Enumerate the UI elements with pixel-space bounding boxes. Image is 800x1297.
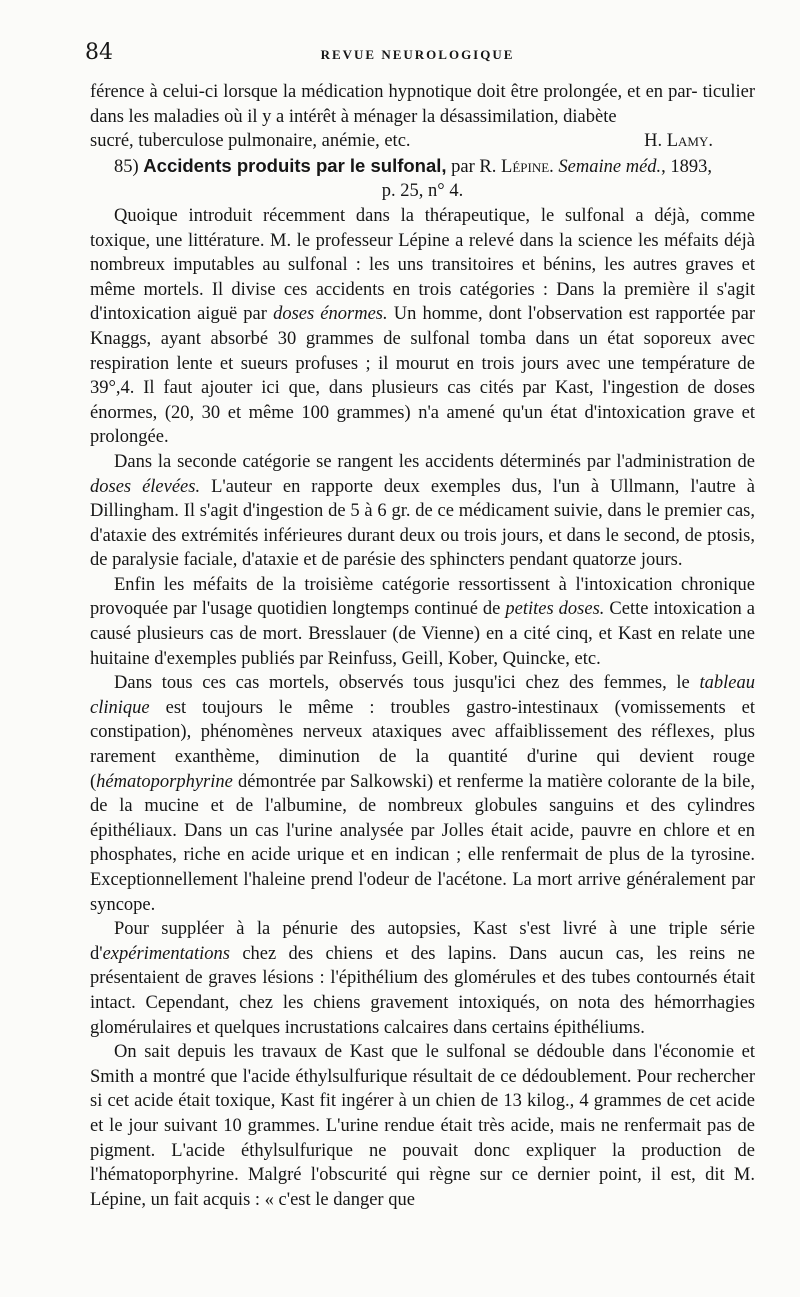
reviewer-signature: H. Lamy.	[644, 131, 713, 152]
paragraph-5-italic: expérimentations	[102, 943, 231, 964]
paragraph-5	[90, 917, 755, 1040]
paragraph-3-italic: petites doses.	[505, 599, 605, 620]
article-entry	[90, 154, 755, 180]
paragraph-2-text-b: L'auteur en rapporte deux exemples dus, l'un à Ullmann, l'autre à Dillingham. Il s'agit d'ingestion de 5 à 6 gr. de ce médicament suivie, dans le premier cas, d'ataxie des extrémités inférieures durant deux ou trois jours, et dans le second, de ptosis, de paralysie faciale, d'ataxie et de parésie des sphincters pendant quatorze jours.	[90, 476, 755, 571]
page-body	[90, 80, 755, 1212]
previous-line-2: ticulier dans les maladies où il y a intérêt à ménager la désassimilation, diabète	[90, 82, 755, 127]
article-by: par R.	[451, 156, 497, 177]
journal-title: REVUE NEUROLOGIQUE	[320, 47, 515, 62]
paragraph-1	[90, 204, 755, 450]
paragraph-5-text-b: chez des chiens et des lapins. Dans aucun cas, les reins ne présentaient de graves lésions : l'épithélium des glomérules et des tubes contournés était intact. Cependant, chez les chiens gravement intoxiqués, on nota des hémorrhagies glomérulaires et quelques incrustations calcaires dans certains épithéliums.	[90, 943, 755, 1038]
paragraph-4-text-c: démontrée par Salkowski) et renferme la matière colorante de la bile, de la mucine et de l'albumine, de nombreux globules sanguins et des cylindres épithéliaux. Dans un cas l'urine analysée par Jolles était acide, pauvre en chlore et en phosphates, riche en acide urique et en indican ; elle renfermait de plus de la tyrosine. Exceptionnellement l'haleine prend l'odeur de l'acétone. La mort arrive généralement par syncope.	[90, 771, 756, 915]
paragraph-2-text-a: Dans la seconde catégorie se rangent les accidents déterminés par l'administration de	[114, 451, 755, 472]
paragraph-3-text-b: Cette intoxication a causé plusieurs cas de mort. Bresslauer (de Vienne) en a cité cinq, et Kast en relate une huitaine d'exemples publiés par Reinfuss, Geill, Kober, Quincke, etc.	[90, 599, 756, 669]
paragraph-3-text-a: Enfin les méfaits de la troisième catégorie ressortissent à l'intoxication chronique provoquée par l'usage quotidien longtemps continué de	[90, 574, 755, 620]
page-header	[85, 40, 750, 70]
paragraph-4-text-a: Dans tous ces cas mortels, observés tous jusqu'ici chez des femmes, le	[114, 673, 690, 694]
page-number: 84	[85, 40, 113, 65]
article-number: 85)	[114, 156, 139, 177]
paragraph-4-text-b: est toujours le même : troubles gastro-intestinaux (vomissements et constipation), phénomènes nerveux ataxiques avec affaiblissement des réflexes, plus rarement exanthème, diminution de la quantité d'urine qui devient rouge (	[90, 697, 756, 792]
paragraph-2	[90, 450, 755, 573]
paragraph-5-text-a: Pour suppléer à la pénurie des autopsies, Kast s'est livré à une triple série d'	[90, 919, 755, 964]
article-year: , 1893,	[661, 156, 713, 177]
paragraph-1-text-b: Un homme, dont l'observation est rapportée par Knaggs, ayant absorbé 30 grammes de sulfonal tomba dans un état soporeux avec respiration lente et sueurs profuses ; il mourut en trois jours avec une température de 39°,4. Il faut ajouter ici que, dans plusieurs cas cités par Kast, l'ingestion de doses énormes, (20, 30 et même 100 grammes) n'a amené qu'un état d'intoxication grave et prolongée.	[90, 304, 756, 448]
paragraph-2-italic: doses élevées.	[90, 476, 201, 497]
previous-review-ending	[90, 80, 755, 129]
paragraph-6: On sait depuis les travaux de Kast que le sulfonal se dédouble dans l'économie et Smith a montré que l'acide éthylsulfurique résultait de ce dédoublement. Pour rechercher si cet acide était toxique, Kast fit ingérer à un chien de 13 kilog., 4 grammes de cet acide et le jour suivant 10 grammes. L'urine rendue était très acide, mais ne renfermait pas de pigment. L'acide éthylsulfurique ne pouvait donc expliquer la production de l'hématoporphyrine. Malgré l'obscurité qui règne sur ce dernier point, il est, dit M. Lépine, un fait acquis : « c'est le danger que	[90, 1042, 755, 1210]
paragraph-4-italic-1: tableau clinique	[90, 673, 755, 718]
article-title: Accidents produits par le sulfonal,	[143, 154, 447, 176]
previous-last-line	[90, 129, 755, 154]
article-author: Lépine.	[501, 156, 554, 177]
article-pages: p. 25, n° 4.	[381, 181, 464, 202]
previous-line-1: férence à celui-ci lorsque la médication hypnotique doit être prolongée, et en par-	[90, 82, 698, 102]
paragraph-4	[90, 671, 755, 917]
paragraph-1-italic: doses énormes.	[273, 304, 388, 325]
article-journal: Semaine méd.	[558, 156, 662, 177]
paragraph-1-text-a: Quoique introduit récemment dans la thérapeutique, le sulfonal a déjà, comme toxique, une littérature. M. le professeur Lépine a relevé dans la science les méfaits déjà nombreux imputables au sulfonal : les uns transitoires et bénins, les autres graves et même mortels. Il divise ces accidents en trois catégories : Dans la première il s'agit d'intoxication aiguë par	[90, 205, 755, 325]
paragraph-3	[90, 573, 755, 671]
paragraph-4-italic-2: hématoporphyrine	[96, 771, 233, 792]
previous-line-3: sucré, tuberculose pulmonaire, anémie, etc.	[90, 131, 411, 152]
